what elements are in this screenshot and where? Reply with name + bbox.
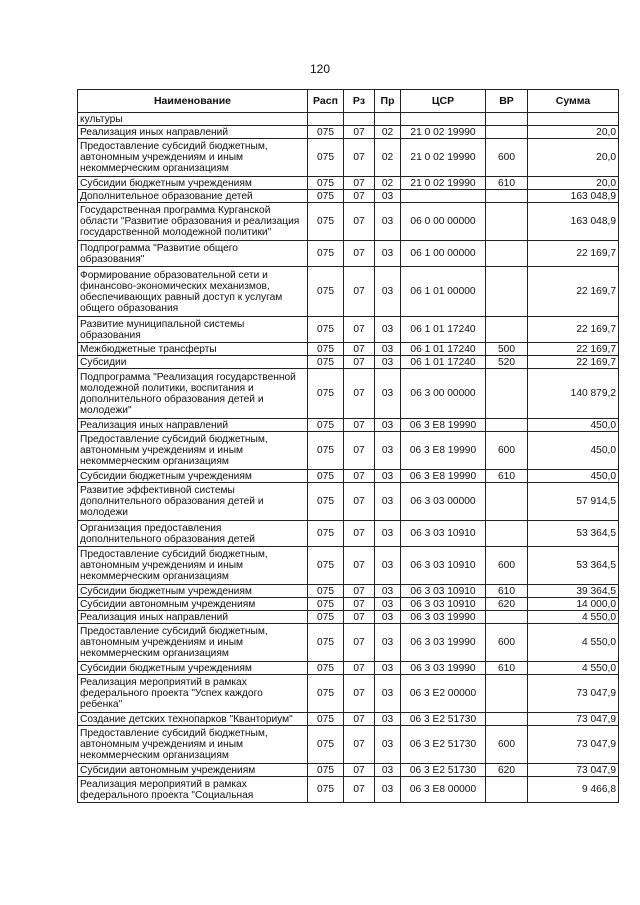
table-row — [78, 241, 619, 267]
cell-rz: 07 — [344, 726, 375, 764]
table-row — [78, 777, 619, 803]
cell-csr — [401, 113, 486, 126]
cell-vr: 620 — [486, 598, 528, 611]
cell-csr: 06 3 00 00000 — [401, 369, 486, 419]
table-row — [78, 624, 619, 662]
cell-rz: 07 — [344, 356, 375, 369]
cell-pr: 03 — [375, 547, 401, 585]
cell-pr: 03 — [375, 317, 401, 343]
cell-sum: 39 364,5 — [528, 585, 619, 598]
cell-sum: 9 466,8 — [528, 777, 619, 803]
table-row — [78, 726, 619, 764]
cell-rasp: 075 — [308, 126, 344, 139]
cell-csr: 06 3 E2 00000 — [401, 675, 486, 713]
cell-sum: 53 364,5 — [528, 547, 619, 585]
cell-rasp: 075 — [308, 598, 344, 611]
cell-rasp: 075 — [308, 356, 344, 369]
cell-sum: 450,0 — [528, 419, 619, 432]
cell-csr: 21 0 02 19990 — [401, 126, 486, 139]
cell-rz: 07 — [344, 675, 375, 713]
cell-vr — [486, 241, 528, 267]
cell-name: Подпрограмма "Развитие общего образования" — [78, 241, 308, 267]
cell-name: Реализация мероприятий в рамках федерального проекта "Социальная — [78, 777, 308, 803]
cell-rz: 07 — [344, 598, 375, 611]
cell-name: культуры — [78, 113, 308, 126]
cell-vr: 610 — [486, 585, 528, 598]
cell-rz: 07 — [344, 585, 375, 598]
cell-pr: 03 — [375, 369, 401, 419]
cell-csr: 06 3 E8 19990 — [401, 432, 486, 470]
cell-vr: 600 — [486, 624, 528, 662]
cell-csr: 06 3 E8 00000 — [401, 777, 486, 803]
table-row — [78, 190, 619, 203]
header-rasp: Расп — [308, 90, 344, 113]
cell-pr: 03 — [375, 598, 401, 611]
table-row — [78, 343, 619, 356]
cell-rz: 07 — [344, 343, 375, 356]
cell-csr: 06 1 01 17240 — [401, 317, 486, 343]
table-row — [78, 177, 619, 190]
cell-vr — [486, 190, 528, 203]
cell-rasp: 075 — [308, 764, 344, 777]
cell-rasp: 075 — [308, 675, 344, 713]
cell-pr: 03 — [375, 190, 401, 203]
cell-rz: 07 — [344, 764, 375, 777]
cell-name: Реализация мероприятий в рамках федерального проекта "Успех каждого ребенка" — [78, 675, 308, 713]
cell-sum: 22 169,7 — [528, 267, 619, 317]
table-row — [78, 713, 619, 726]
table-row — [78, 764, 619, 777]
cell-rz: 07 — [344, 713, 375, 726]
cell-sum: 22 169,7 — [528, 241, 619, 267]
table-row — [78, 317, 619, 343]
cell-name: Предоставление субсидий бюджетным, автономным учреждениям и иным некоммерческим организациям — [78, 432, 308, 470]
cell-rasp: 075 — [308, 369, 344, 419]
table-row — [78, 585, 619, 598]
cell-rz: 07 — [344, 419, 375, 432]
cell-rasp: 075 — [308, 726, 344, 764]
cell-sum: 73 047,9 — [528, 713, 619, 726]
cell-sum: 73 047,9 — [528, 764, 619, 777]
cell-rasp: 075 — [308, 521, 344, 547]
cell-sum: 53 364,5 — [528, 521, 619, 547]
cell-pr: 03 — [375, 241, 401, 267]
cell-name: Межбюджетные трансферты — [78, 343, 308, 356]
cell-rz: 07 — [344, 547, 375, 585]
header-sum: Сумма — [528, 90, 619, 113]
cell-csr: 06 3 03 19990 — [401, 624, 486, 662]
cell-pr — [375, 113, 401, 126]
cell-name: Субсидии — [78, 356, 308, 369]
cell-rasp: 075 — [308, 343, 344, 356]
cell-rasp: 075 — [308, 317, 344, 343]
cell-sum: 4 550,0 — [528, 611, 619, 624]
cell-rz: 07 — [344, 369, 375, 419]
cell-csr: 06 3 03 19990 — [401, 662, 486, 675]
cell-rasp: 075 — [308, 585, 344, 598]
cell-rasp: 075 — [308, 419, 344, 432]
cell-name: Субсидии автономным учреждениям — [78, 598, 308, 611]
cell-rz: 07 — [344, 470, 375, 483]
cell-vr: 610 — [486, 470, 528, 483]
cell-csr: 06 3 03 10910 — [401, 547, 486, 585]
table-row — [78, 662, 619, 675]
cell-rasp: 075 — [308, 777, 344, 803]
cell-pr: 03 — [375, 203, 401, 241]
header-pr: Пр — [375, 90, 401, 113]
cell-vr: 600 — [486, 432, 528, 470]
cell-csr: 06 3 E8 19990 — [401, 419, 486, 432]
cell-csr: 06 3 E2 51730 — [401, 764, 486, 777]
cell-vr — [486, 113, 528, 126]
cell-sum: 14 000,0 — [528, 598, 619, 611]
cell-sum: 450,0 — [528, 432, 619, 470]
cell-name: Субсидии бюджетным учреждениям — [78, 177, 308, 190]
table-row — [78, 113, 619, 126]
cell-rasp: 075 — [308, 139, 344, 177]
cell-vr: 500 — [486, 343, 528, 356]
cell-rz: 07 — [344, 662, 375, 675]
cell-vr — [486, 203, 528, 241]
cell-csr: 06 3 03 10910 — [401, 521, 486, 547]
cell-vr — [486, 675, 528, 713]
cell-rasp: 075 — [308, 713, 344, 726]
table-row — [78, 203, 619, 241]
cell-vr — [486, 483, 528, 521]
cell-pr: 02 — [375, 126, 401, 139]
cell-rasp: 075 — [308, 611, 344, 624]
cell-csr: 06 3 E8 19990 — [401, 470, 486, 483]
cell-rz: 07 — [344, 267, 375, 317]
cell-csr: 06 3 03 10910 — [401, 585, 486, 598]
cell-name: Подпрограмма "Реализация государственной молодежной политики, воспитания и дополнительного образования детей и молодежи" — [78, 369, 308, 419]
cell-vr — [486, 317, 528, 343]
cell-rz — [344, 113, 375, 126]
cell-vr: 520 — [486, 356, 528, 369]
cell-pr: 03 — [375, 777, 401, 803]
cell-sum: 163 048,9 — [528, 203, 619, 241]
table-header-row — [78, 90, 619, 113]
cell-pr: 03 — [375, 662, 401, 675]
table-row — [78, 611, 619, 624]
cell-name: Предоставление субсидий бюджетным, автономным учреждениям и иным некоммерческим организациям — [78, 726, 308, 764]
cell-rasp: 075 — [308, 470, 344, 483]
cell-vr: 600 — [486, 547, 528, 585]
cell-sum: 20,0 — [528, 177, 619, 190]
cell-vr — [486, 713, 528, 726]
cell-vr: 620 — [486, 764, 528, 777]
cell-name: Реализация иных направлений — [78, 419, 308, 432]
cell-rz: 07 — [344, 177, 375, 190]
cell-name: Субсидии бюджетным учреждениям — [78, 585, 308, 598]
cell-pr: 03 — [375, 764, 401, 777]
cell-rasp — [308, 113, 344, 126]
cell-csr: 06 3 03 00000 — [401, 483, 486, 521]
cell-name: Государственная программа Курганской области "Развитие образования и реализация государственной молодежной политики" — [78, 203, 308, 241]
table-row — [78, 483, 619, 521]
table-row — [78, 369, 619, 419]
cell-rasp: 075 — [308, 547, 344, 585]
cell-name: Реализация иных направлений — [78, 126, 308, 139]
cell-rz: 07 — [344, 777, 375, 803]
table-row — [78, 547, 619, 585]
cell-sum: 20,0 — [528, 126, 619, 139]
header-vr: ВР — [486, 90, 528, 113]
cell-rasp: 075 — [308, 241, 344, 267]
cell-vr — [486, 369, 528, 419]
cell-sum: 4 550,0 — [528, 662, 619, 675]
cell-rz: 07 — [344, 203, 375, 241]
cell-pr: 03 — [375, 419, 401, 432]
cell-vr: 600 — [486, 139, 528, 177]
cell-rz: 07 — [344, 317, 375, 343]
cell-rasp: 075 — [308, 267, 344, 317]
table-row — [78, 675, 619, 713]
cell-rasp: 075 — [308, 177, 344, 190]
cell-pr: 03 — [375, 726, 401, 764]
cell-csr: 06 0 00 00000 — [401, 203, 486, 241]
cell-rz: 07 — [344, 139, 375, 177]
table-row — [78, 419, 619, 432]
cell-csr: 06 1 01 17240 — [401, 356, 486, 369]
table-row — [78, 267, 619, 317]
cell-name: Дополнительное образование детей — [78, 190, 308, 203]
cell-pr: 02 — [375, 139, 401, 177]
cell-rz: 07 — [344, 432, 375, 470]
cell-vr — [486, 419, 528, 432]
cell-csr: 06 1 00 00000 — [401, 241, 486, 267]
cell-vr: 610 — [486, 662, 528, 675]
header-name: Наименование — [78, 90, 308, 113]
cell-name: Формирование образовательной сети и финансово-экономических механизмов, обеспечивающих равный доступ к услугам общего образования — [78, 267, 308, 317]
cell-csr: 21 0 02 19990 — [401, 177, 486, 190]
cell-name: Развитие муниципальной системы образования — [78, 317, 308, 343]
cell-name: Предоставление субсидий бюджетным, автономным учреждениям и иным некоммерческим организациям — [78, 139, 308, 177]
cell-rz: 07 — [344, 624, 375, 662]
cell-rasp: 075 — [308, 190, 344, 203]
cell-name: Предоставление субсидий бюджетным, автономным учреждениям и иным некоммерческим организациям — [78, 547, 308, 585]
cell-pr: 03 — [375, 356, 401, 369]
cell-vr: 610 — [486, 177, 528, 190]
cell-csr: 06 3 E2 51730 — [401, 726, 486, 764]
table-row — [78, 470, 619, 483]
cell-csr: 06 3 03 10910 — [401, 598, 486, 611]
cell-sum: 450,0 — [528, 470, 619, 483]
cell-vr — [486, 777, 528, 803]
header-csr: ЦСР — [401, 90, 486, 113]
cell-rasp: 075 — [308, 662, 344, 675]
cell-sum: 163 048,9 — [528, 190, 619, 203]
cell-pr: 03 — [375, 267, 401, 317]
cell-sum: 22 169,7 — [528, 356, 619, 369]
cell-rz: 07 — [344, 126, 375, 139]
cell-vr — [486, 126, 528, 139]
cell-rasp: 075 — [308, 203, 344, 241]
cell-pr: 03 — [375, 713, 401, 726]
cell-name: Субсидии бюджетным учреждениям — [78, 470, 308, 483]
cell-vr — [486, 267, 528, 317]
cell-name: Предоставление субсидий бюджетным, автономным учреждениям и иным некоммерческим организациям — [78, 624, 308, 662]
cell-rz: 07 — [344, 190, 375, 203]
cell-sum: 4 550,0 — [528, 624, 619, 662]
cell-pr: 03 — [375, 432, 401, 470]
cell-pr: 03 — [375, 585, 401, 598]
cell-pr: 03 — [375, 470, 401, 483]
cell-pr: 03 — [375, 343, 401, 356]
cell-vr: 600 — [486, 726, 528, 764]
cell-name: Развитие эффективной системы дополнительного образования детей и молодежи — [78, 483, 308, 521]
budget-table — [77, 89, 619, 803]
cell-sum — [528, 113, 619, 126]
table-row — [78, 356, 619, 369]
cell-rz: 07 — [344, 521, 375, 547]
cell-rz: 07 — [344, 611, 375, 624]
cell-rasp: 075 — [308, 624, 344, 662]
cell-csr: 06 3 E2 51730 — [401, 713, 486, 726]
cell-sum: 22 169,7 — [528, 343, 619, 356]
cell-pr: 03 — [375, 611, 401, 624]
table-row — [78, 139, 619, 177]
table-body — [78, 113, 619, 803]
cell-csr: 06 1 01 17240 — [401, 343, 486, 356]
cell-name: Создание детских технопарков "Кванториум" — [78, 713, 308, 726]
cell-name: Субсидии бюджетным учреждениям — [78, 662, 308, 675]
header-rz: Рз — [344, 90, 375, 113]
cell-name: Реализация иных направлений — [78, 611, 308, 624]
cell-sum: 73 047,9 — [528, 675, 619, 713]
cell-rasp: 075 — [308, 432, 344, 470]
cell-pr: 03 — [375, 624, 401, 662]
cell-sum: 73 047,9 — [528, 726, 619, 764]
table-row — [78, 126, 619, 139]
cell-vr — [486, 611, 528, 624]
cell-name: Субсидии автономным учреждениям — [78, 764, 308, 777]
cell-rz: 07 — [344, 241, 375, 267]
cell-sum: 57 914,5 — [528, 483, 619, 521]
table-row — [78, 432, 619, 470]
cell-csr: 06 3 03 19990 — [401, 611, 486, 624]
cell-pr: 03 — [375, 483, 401, 521]
cell-csr — [401, 190, 486, 203]
table-row — [78, 521, 619, 547]
cell-vr — [486, 521, 528, 547]
cell-sum: 20,0 — [528, 139, 619, 177]
cell-pr: 02 — [375, 177, 401, 190]
cell-rz: 07 — [344, 483, 375, 521]
cell-csr: 06 1 01 00000 — [401, 267, 486, 317]
cell-pr: 03 — [375, 521, 401, 547]
page-number: 120 — [309, 62, 331, 76]
cell-sum: 22 169,7 — [528, 317, 619, 343]
cell-csr: 21 0 02 19990 — [401, 139, 486, 177]
cell-name: Организация предоставления дополнительного образования детей — [78, 521, 308, 547]
cell-rasp: 075 — [308, 483, 344, 521]
cell-sum: 140 879,2 — [528, 369, 619, 419]
table-row — [78, 598, 619, 611]
cell-pr: 03 — [375, 675, 401, 713]
